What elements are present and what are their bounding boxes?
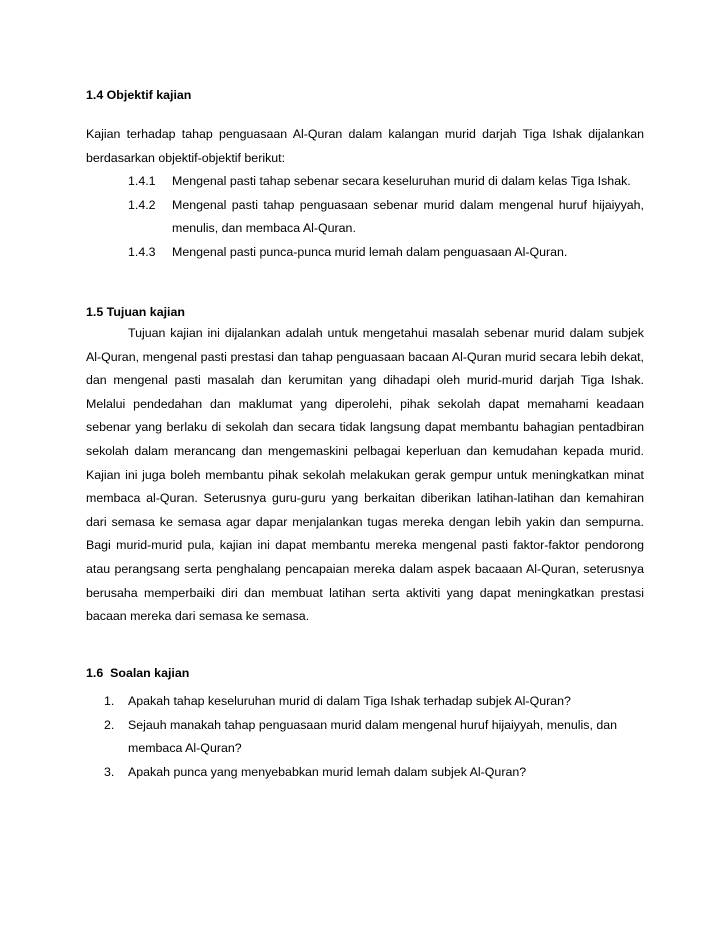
list-item-text: Sejauh manakah tahap penguasaan murid dalam mengenal huruf hijaiyyah, menulis, dan membaca Al-Quran? bbox=[128, 717, 618, 756]
objektif-list bbox=[86, 170, 644, 264]
list-item bbox=[104, 761, 644, 785]
tujuan-paragraph bbox=[86, 322, 644, 629]
list-item-text: Apakah punca yang menyebabkan murid lemah dalam subjek Al-Quran? bbox=[128, 764, 527, 779]
list-item bbox=[128, 194, 644, 241]
section-objektif bbox=[86, 87, 644, 103]
section-soalan bbox=[86, 665, 644, 681]
list-item-number: 3. bbox=[104, 764, 115, 779]
objektif-intro bbox=[86, 123, 644, 170]
objektif-intro-text: Kajian terhadap tahap penguasaan Al-Quran dalam kalangan murid darjah Tiga Ishak dijalankan berdasarkan objektif-objektif berikut: bbox=[86, 127, 644, 165]
list-item bbox=[128, 241, 644, 265]
list-item bbox=[104, 714, 644, 761]
section-tujuan bbox=[86, 304, 644, 320]
section-heading-tujuan: 1.5 Tujuan kajian bbox=[86, 305, 185, 319]
section-heading-objektif: 1.4 Objektif kajian bbox=[86, 88, 192, 102]
list-item-number: 1.4.3 bbox=[128, 244, 156, 259]
list-item-text: Mengenal pasti punca-punca murid lemah dalam penguasaan Al-Quran. bbox=[172, 244, 568, 259]
section-heading-soalan: 1.6 Soalan kajian bbox=[86, 666, 190, 680]
list-item-number: 1.4.2 bbox=[128, 197, 156, 212]
list-item-text: Apakah tahap keseluruhan murid di dalam Tiga Ishak terhadap subjek Al-Quran? bbox=[128, 694, 571, 708]
list-item bbox=[128, 170, 644, 194]
soalan-list bbox=[86, 690, 644, 784]
list-item-number: 1. bbox=[104, 694, 115, 708]
list-item-number: 1.4.1 bbox=[128, 174, 156, 188]
list-item-text: Mengenal pasti tahap sebenar secara keseluruhan murid di dalam kelas Tiga Ishak. bbox=[172, 174, 631, 188]
tujuan-paragraph-text: Tujuan kajian ini dijalankan adalah untuk mengetahui masalah sebenar murid dalam subjek Al-Quran, mengenal pasti prestasi dan tahap penguasaan bacaan Al-Quran murid secara lebih dekat, dan mengenal pasti masalah dan kerumitan yang dihadapi oleh murid-murid darjah Tiga Ishak. Melalui pendedahan dan maklumat yang diperolehi, pihak sekolah dapat memahami keadaan sebenar yang berlaku di sekolah dan secara tidak langsung dapat membantu bahagian pentadbiran sekolah dalam merancang dan mengemaskini pelbagai keperluan dan kemudahan kepada murid. Kajian ini juga boleh membantu pihak sekolah melakukan gerak gempur untuk meningkatkan minat membaca al-Quran. Seterusnya guru-guru yang berkaitan diberikan latihan-latihan dan kemahiran dari semasa ke semasa agar dapar menjalankan tugas mereka dengan lebih yakin dan sempurna. Bagi murid-murid pula, kajian ini dapat membantu mereka mengenal pasti faktor-faktor pendorong atau perangsang serta penghalang pencapaian mereka dalam aspek bacaaan Al-Quran, seterusnya berusaha memperbaiki diri dan membuat latihan serta aktiviti yang dapat meningkatkan prestasi bacaan mereka dari semasa ke semasa. bbox=[86, 326, 644, 624]
list-item-number: 2. bbox=[104, 717, 115, 732]
list-item bbox=[104, 690, 644, 714]
list-item-text: Mengenal pasti tahap penguasaan sebenar murid dalam mengenal huruf hijaiyyah, menulis, dan membaca Al-Quran. bbox=[172, 197, 644, 236]
